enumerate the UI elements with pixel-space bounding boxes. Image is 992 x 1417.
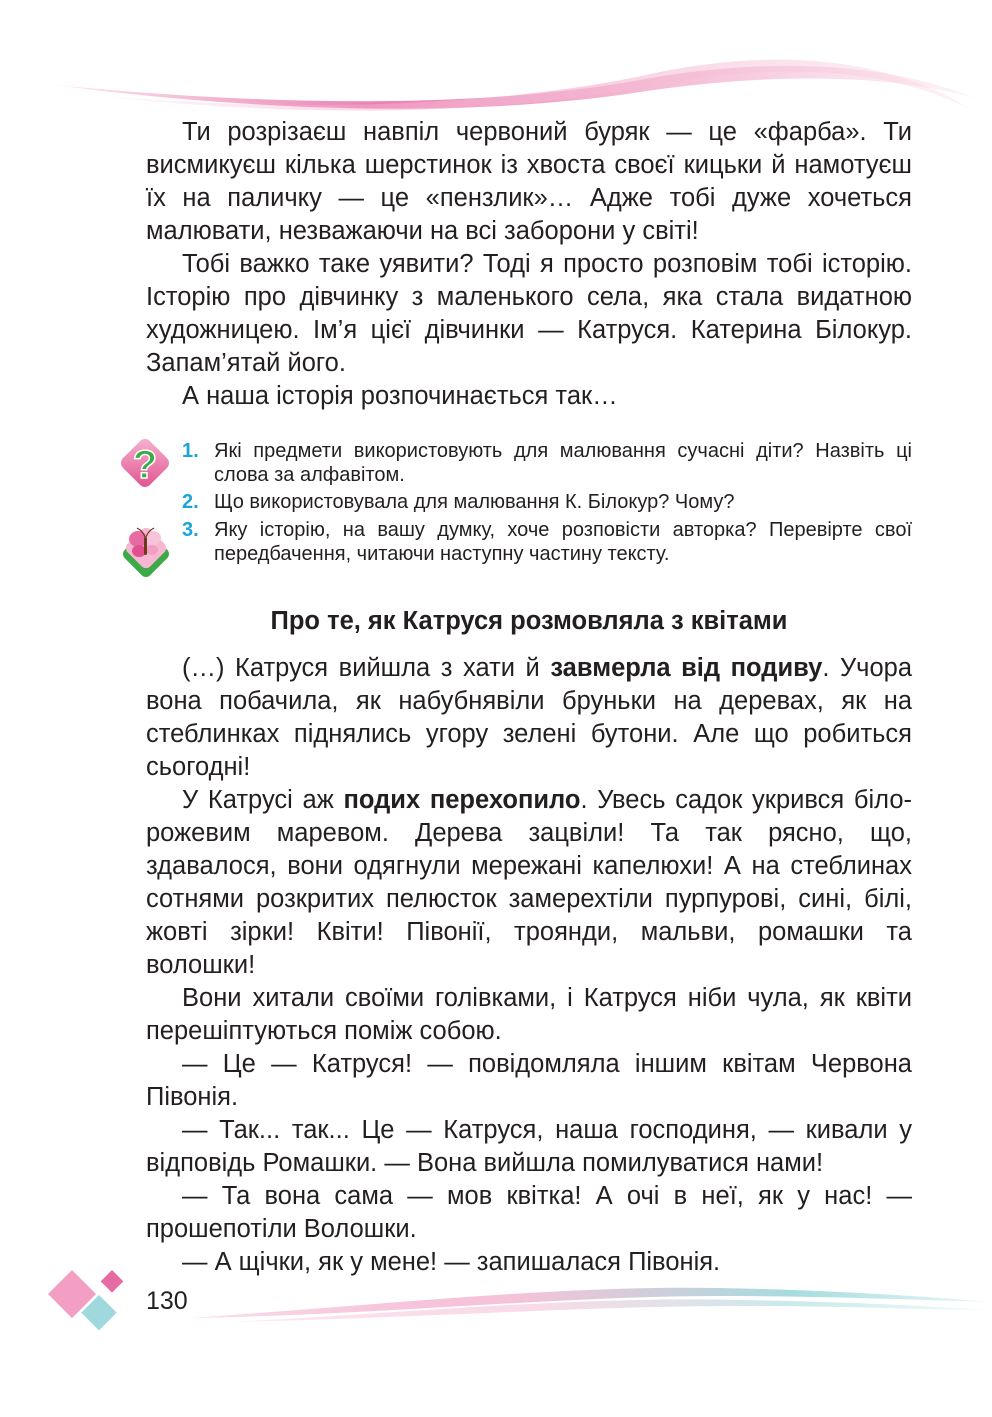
top-swoosh: [55, 60, 975, 111]
question-text: Що використовувала для малювання К. Білокур? Чому?: [214, 491, 735, 513]
page-number: 130: [146, 1287, 188, 1315]
question-number: 1.: [182, 440, 199, 462]
story-paragraph-2: [146, 784, 912, 982]
question-mark-icon: [118, 434, 172, 494]
text-run: (…) Катруся вийшла з хати й: [182, 654, 551, 682]
intro-paragraph-3: А наша історія розпочинається так…: [182, 382, 618, 410]
question-number: 2.: [182, 491, 199, 513]
questions-list: [182, 439, 912, 566]
text-run: . Увесь садок укрився біло-рожевим маревом. Дерева зацвіли! Та так рясно, що, здавалося, вони одягнули мережані капелюхи! А на стеблинах сотнями розкритих пелюсток замерехтіли пурпурові, сині, білі, жовті зірки! Квіти! Півонії, троянди, мальви, ромашки та волошки!: [146, 786, 912, 979]
intro-paragraph-2: Тобі важко таке уявити? Тоді я просто розповім тобі історію. Історію про дівчинку з маленького села, яка стала видатною художницею. Ім’я цієї дівчинки — Катруся. Катерина Білокур. Запам’ятай його.: [146, 250, 912, 377]
bold-phrase: завмерла від подиву: [550, 654, 823, 682]
bottom-swoosh: [190, 1288, 990, 1322]
svg-text:?: ?: [132, 443, 158, 487]
text-run: У Катрусі аж: [182, 786, 344, 814]
story-paragraph-1: [146, 652, 912, 784]
bold-phrase: подих перехопило: [343, 786, 581, 814]
question-text: Які предмети використовують для малювання сучасні діти? Назвіть ці слова за алфавітом.: [214, 440, 912, 486]
story-paragraph-6: — Та вона сама — мов квітка! А очі в неї, як у нас! — прошепотіли Волошки.: [146, 1182, 912, 1243]
text-run: . Учора вона побачила, як набубнявіли бруньки на деревах, як на стеблинках піднялись угору зелені бутони. Але що робиться сьогодні!: [146, 654, 913, 781]
story-paragraph-5: — Так... так... Це — Катруся, наша господиня, — кивали у відповідь Ромашки. — Вона вийшла помилуватися нами!: [146, 1116, 912, 1177]
butterfly-icon: [117, 519, 175, 583]
question-item: [182, 518, 912, 566]
question-number: 3.: [182, 519, 199, 541]
corner-diamonds: [48, 1270, 123, 1330]
story-paragraph-3: Вони хитали своїми голівками, і Катруся ніби чула, як квіти перешіптуються поміж собою.: [146, 984, 912, 1045]
story-paragraph-4: — Це — Катруся! — повідомляла іншим квітам Червона Півонія.: [146, 1050, 912, 1111]
section-heading: Про те, як Катруся розмовляла з квітами: [270, 607, 788, 635]
intro-paragraph-1: Ти розрізаєш навпіл червоний буряк — це «фарба». Ти висмикуєш кілька шерстинок із хвоста своєї кицьки й намотуєш їх на паличку — це «пензлик»… Адже тобі дуже хочеться малювати, незважаючи на всі заборони у світі!: [146, 118, 912, 245]
question-item: [182, 490, 912, 514]
story-paragraph-7: — А щічки, як у мене! — запишалася Півонія.: [182, 1248, 721, 1276]
question-text: Яку історію, на вашу думку, хоче розповісти авторка? Перевірте свої передбачення, читаючи наступну частину тексту.: [214, 519, 912, 565]
question-item: [182, 439, 912, 487]
